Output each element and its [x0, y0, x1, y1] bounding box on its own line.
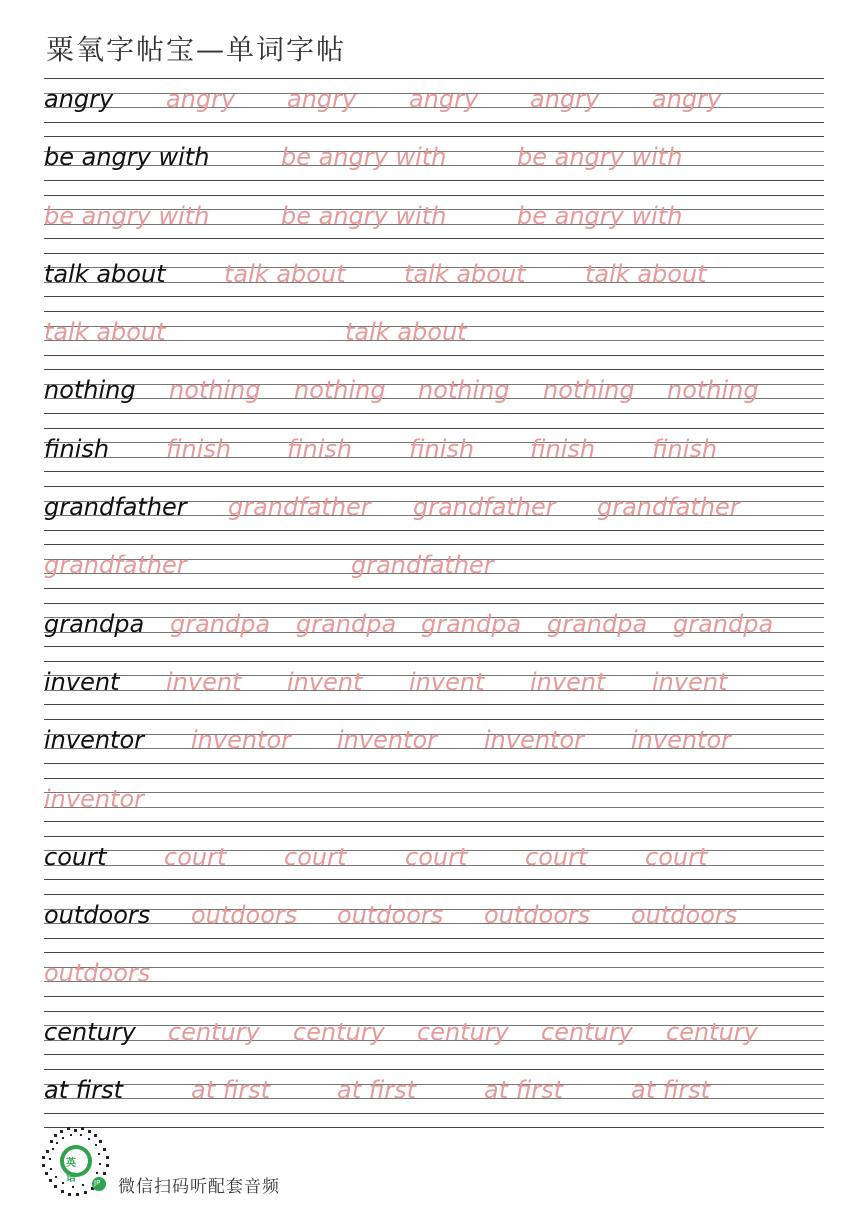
trace-word: grandpa: [296, 609, 397, 638]
trace-word: outdoors: [484, 901, 591, 930]
guide-line: [44, 78, 824, 79]
trace-word: angry: [409, 85, 479, 113]
copybook-sheet: [44, 78, 824, 1128]
guide-line: [44, 588, 824, 589]
model-word: at first: [44, 1076, 124, 1105]
qr-badge-text: JP: [94, 1179, 101, 1187]
row-words: [44, 201, 824, 231]
trace-word: talk about: [585, 259, 707, 288]
row-words: [44, 784, 824, 814]
practice-row: [44, 253, 824, 311]
practice-row: [44, 778, 824, 836]
guide-line: [44, 471, 824, 472]
trace-word: at first: [484, 1076, 564, 1105]
guide-line: [44, 763, 824, 764]
trace-word: century: [293, 1017, 385, 1046]
practice-row: [44, 78, 824, 136]
trace-word: invent: [409, 667, 485, 696]
trace-word: nothing: [169, 376, 261, 405]
guide-line: [44, 996, 824, 997]
practice-row: [44, 1069, 824, 1127]
guide-line: [44, 530, 824, 531]
trace-word: finish: [409, 434, 475, 463]
trace-word: nothing: [294, 376, 386, 405]
guide-line: [44, 1113, 824, 1114]
guide-line: [44, 719, 824, 720]
practice-row: [44, 369, 824, 427]
trace-word: outdoors: [631, 901, 738, 930]
trace-word: inventor: [191, 726, 292, 755]
practice-row: [44, 136, 824, 194]
page-title: 粟氧字帖宝—单词字帖: [46, 33, 347, 66]
guide-line: [44, 1127, 824, 1128]
trace-word: finish: [166, 434, 232, 463]
trace-word: talk about: [44, 318, 166, 347]
row-words: [44, 900, 824, 930]
trace-word: inventor: [484, 726, 585, 755]
row-words: [44, 434, 824, 464]
trace-word: angry: [166, 85, 236, 113]
trace-word: court: [525, 842, 588, 871]
practice-row: [44, 1011, 824, 1069]
practice-row: [44, 719, 824, 777]
trace-word: be angry with: [44, 201, 210, 230]
trace-word: century: [666, 1017, 758, 1046]
trace-word: court: [645, 842, 708, 871]
trace-word: grandpa: [421, 609, 522, 638]
model-word: grandpa: [44, 609, 145, 638]
model-word: talk about: [44, 259, 166, 288]
trace-word: talk about: [345, 318, 467, 347]
trace-word: be angry with: [281, 201, 447, 230]
row-words: [44, 317, 824, 347]
trace-word: at first: [337, 1076, 417, 1105]
practice-row: [44, 428, 824, 486]
practice-row: [44, 661, 824, 719]
trace-word: talk about: [404, 259, 526, 288]
trace-word: century: [541, 1017, 633, 1046]
guide-line: [44, 122, 824, 123]
row-words: [44, 550, 824, 580]
trace-word: grandfather: [44, 551, 187, 580]
guide-line: [44, 136, 824, 137]
trace-word: grandfather: [351, 551, 494, 580]
guide-line: [44, 836, 824, 837]
row-words: [44, 375, 824, 405]
trace-word: century: [168, 1017, 260, 1046]
trace-word: angry: [652, 85, 722, 113]
row-words: [44, 1075, 824, 1105]
guide-line: [44, 238, 824, 239]
trace-word: grandpa: [547, 609, 648, 638]
guide-line: [44, 195, 824, 196]
guide-line: [44, 704, 824, 705]
trace-word: nothing: [543, 376, 635, 405]
guide-line: [44, 253, 824, 254]
model-word: angry: [44, 85, 114, 113]
row-words: [44, 259, 824, 289]
practice-row: [44, 894, 824, 952]
model-word: outdoors: [44, 901, 151, 930]
guide-line: [44, 428, 824, 429]
trace-word: angry: [287, 85, 357, 113]
guide-line: [44, 311, 824, 312]
qr-code-icon[interactable]: [40, 1126, 112, 1198]
guide-line: [44, 603, 824, 604]
guide-line: [44, 544, 824, 545]
model-word: be angry with: [44, 143, 210, 172]
trace-word: outdoors: [337, 901, 444, 930]
guide-line: [44, 486, 824, 487]
trace-word: inventor: [631, 726, 732, 755]
trace-word: grandfather: [597, 493, 740, 522]
trace-word: talk about: [224, 259, 346, 288]
trace-word: be angry with: [517, 201, 683, 230]
guide-line: [44, 661, 824, 662]
trace-word: court: [405, 842, 468, 871]
row-words: [44, 609, 824, 639]
practice-row: [44, 195, 824, 253]
trace-word: be angry with: [281, 143, 447, 172]
model-word: nothing: [44, 376, 136, 405]
trace-word: invent: [652, 667, 728, 696]
model-word: court: [44, 842, 107, 871]
row-words: [44, 84, 824, 114]
trace-word: finish: [287, 434, 353, 463]
trace-word: grandpa: [673, 609, 774, 638]
guide-line: [44, 296, 824, 297]
row-words: [44, 725, 824, 755]
trace-word: invent: [287, 667, 363, 696]
row-words: [44, 492, 824, 522]
row-words: [44, 667, 824, 697]
practice-row: [44, 486, 824, 544]
trace-word: outdoors: [44, 959, 151, 988]
qr-caption: 微信扫码听配套音频: [118, 1177, 280, 1197]
trace-word: finish: [530, 434, 596, 463]
row-words: [44, 1017, 824, 1047]
qr-logo-text: 英语: [66, 1158, 76, 1184]
trace-word: grandfather: [413, 493, 556, 522]
practice-row: [44, 311, 824, 369]
guide-line: [44, 879, 824, 880]
guide-line: [44, 369, 824, 370]
trace-word: be angry with: [517, 143, 683, 172]
row-words: [44, 958, 824, 988]
model-word: inventor: [44, 726, 145, 755]
trace-word: invent: [530, 667, 606, 696]
practice-row: [44, 544, 824, 602]
guide-line: [44, 938, 824, 939]
trace-word: grandpa: [170, 609, 271, 638]
trace-word: nothing: [418, 376, 510, 405]
practice-row: [44, 952, 824, 1010]
trace-word: inventor: [337, 726, 438, 755]
trace-word: at first: [631, 1076, 711, 1105]
guide-line: [44, 1011, 824, 1012]
guide-line: [44, 894, 824, 895]
trace-word: century: [417, 1017, 509, 1046]
trace-word: court: [284, 842, 347, 871]
model-word: invent: [44, 667, 120, 696]
row-words: [44, 842, 824, 872]
trace-word: outdoors: [191, 901, 298, 930]
trace-word: invent: [166, 667, 242, 696]
guide-line: [44, 646, 824, 647]
guide-line: [44, 1054, 824, 1055]
trace-word: court: [164, 842, 227, 871]
guide-line: [44, 180, 824, 181]
model-word: grandfather: [44, 493, 187, 522]
row-words: [44, 142, 824, 172]
trace-word: angry: [530, 85, 600, 113]
model-word: finish: [44, 434, 110, 463]
guide-line: [44, 952, 824, 953]
guide-line: [44, 355, 824, 356]
practice-row: [44, 603, 824, 661]
practice-row: [44, 836, 824, 894]
trace-word: inventor: [44, 784, 145, 813]
guide-line: [44, 1069, 824, 1070]
guide-line: [44, 778, 824, 779]
guide-line: [44, 413, 824, 414]
trace-word: finish: [652, 434, 718, 463]
trace-word: grandfather: [228, 493, 371, 522]
trace-word: at first: [191, 1076, 271, 1105]
guide-line: [44, 821, 824, 822]
trace-word: nothing: [667, 376, 759, 405]
model-word: century: [44, 1017, 136, 1046]
